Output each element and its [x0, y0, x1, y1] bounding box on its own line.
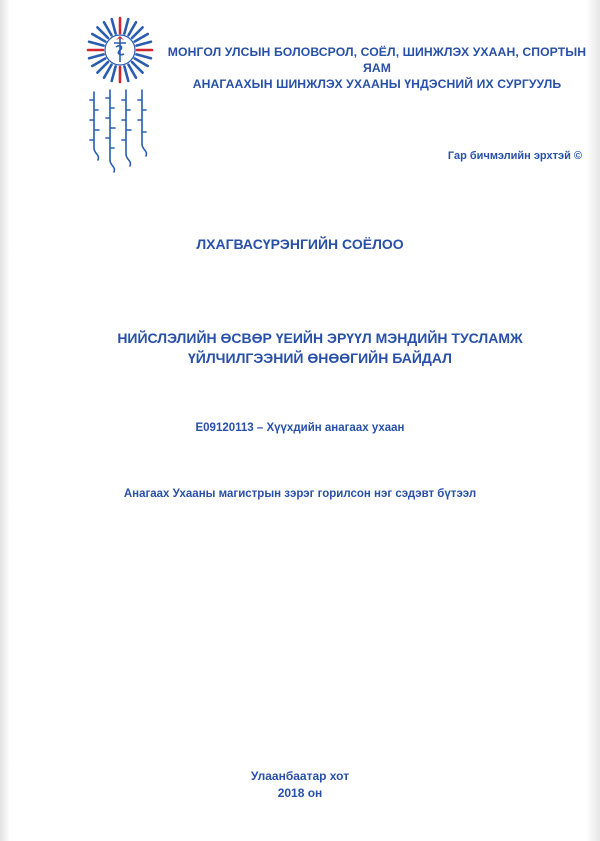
year: 2018 он — [277, 786, 323, 800]
copyright-note: Гар бичмэлийн эрхтэй © — [447, 150, 582, 162]
page-edge-shadow-right — [586, 0, 600, 841]
page-edge-shadow-left — [0, 0, 10, 841]
specialty-code: E09120113 – Хүүхдийн анагаах ухаан — [195, 422, 405, 434]
ministry-header — [162, 44, 592, 92]
university-emblem-icon — [86, 16, 154, 84]
thesis-title — [40, 328, 600, 368]
university-name: АНАГААХЫН ШИНЖЛЭХ УХААНЫ ҮНДЭСНИЙ ИХ СУРГУУЛЬ — [192, 77, 562, 91]
author-name: ЛХАГВАСҮРЭНГИЙН СОЁЛОО — [196, 236, 404, 252]
place-and-year — [0, 768, 600, 802]
thesis-title-line1: НИЙСЛЭЛИЙН ӨСВӨР ҮЕИЙН ЭРҮҮЛ МЭНДИЙН ТУСЛАМЖ — [117, 330, 523, 346]
thesis-title-line2: ҮЙЛЧИЛГЭЭНИЙ ӨНӨӨГИЙН БАЙДАЛ — [188, 350, 452, 366]
mongolian-script-icon — [78, 88, 156, 188]
city: Улаанбаатар хот — [250, 769, 350, 783]
degree-statement: Анагаах Ухааны магистрын зэрэг горилсон нэг сэдэвт бүтээл — [123, 488, 477, 500]
ministry-name: МОНГОЛ УЛСЫН БОЛОВСРОЛ, СОЁЛ, ШИНЖЛЭХ УХААН, СПОРТЫН ЯАМ — [167, 45, 587, 75]
